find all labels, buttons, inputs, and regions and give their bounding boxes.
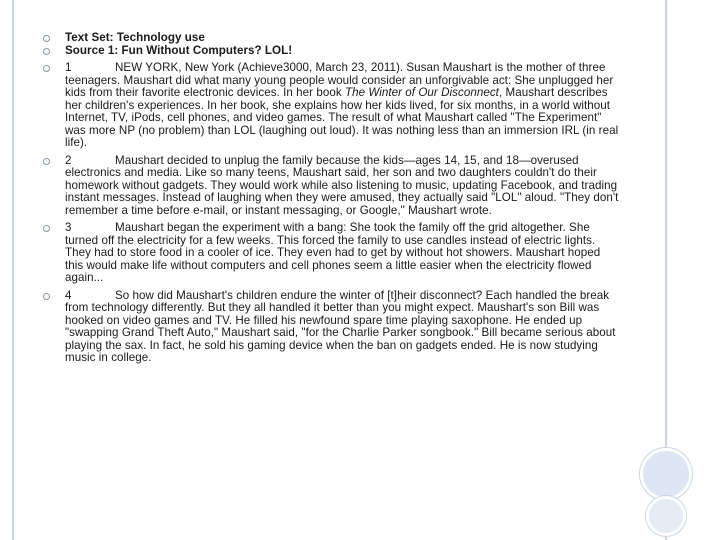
paragraph-text: Maushart began the experiment with a bang: She took the family off the grid altogether. She turned off the electricity for a few weeks. This forced the family to use candles instead of electric lights. They had to store food in a cooler of ice. They even had to get by without hot showers. Maushart hoped this would make life without computers and cell phones seem a little easier when the electricity flowed again... xyxy=(65,221,601,284)
bullet-icon xyxy=(43,48,50,55)
paragraph-number: 1 xyxy=(65,61,72,74)
bullet-source xyxy=(48,45,620,58)
paragraph-text-cont: , Maushart describes her children's experiences. In her book, she explains how her kids lived, for six months, in a world without Internet, TV, iPods, cell phones, and video games. The result of what Maushart called "The Experiment" was more NP (no problem) than LOL (laughing out loud). It was nothing less than an immersion IRL (in real life). xyxy=(65,86,619,149)
paragraph-text: NEW YORK, New York (Achieve3000, March 23, 2011). Susan Maushart is the mother of three teenagers. Maushart did what many young people would consider an unforgivable act: She unplugged her kids from their favorite electronic devices. In her book xyxy=(65,61,614,99)
paragraph-text: So how did Maushart's children endure the winter of [t]heir disconnect? Each handled the break from technology differently. But they all handled it better than you might expect. Maushart's son Bill was hooked on video games and TV. He filled his newfound spare time playing saxophone. He ended up "swapping Grand Theft Auto," Maushart said, "for the Charlie Parker songbook." Bill became serious about playing the sax. In fact, he sold his gaming device when the ban on gadgets ended. He is now studying music in college. xyxy=(65,288,616,364)
book-title: The Winter of Our Disconnect xyxy=(344,86,499,99)
paragraph-number: 3 xyxy=(65,221,72,234)
paragraph-2 xyxy=(48,155,620,218)
bullet-icon xyxy=(43,158,50,165)
paragraph-1 xyxy=(48,62,620,150)
text-set-title: Text Set: Technology use xyxy=(65,31,205,44)
bullet-icon xyxy=(43,225,50,232)
bullet-icon xyxy=(43,293,50,300)
decorative-circle-small xyxy=(646,496,686,536)
paragraph-text: Maushart decided to unplug the family because the kids—ages 14, 15, and 18—overused electronics and media. Like so many teens, Maushart said, her son and two daughters couldn't do their homework without gadgets. They would work while also listening to music, updating Facebook, and trading instant messages. Instead of laughing when they were amused, they actually said "LOL" aloud. "They don't remember a time before e-mail, or instant messaging, or Google," Maushart wrote. xyxy=(65,153,619,217)
decorative-circle xyxy=(640,448,692,500)
slide-content xyxy=(48,32,620,365)
bullet-icon xyxy=(43,35,50,42)
paragraph-3 xyxy=(48,222,620,285)
paragraph-number: 2 xyxy=(65,153,72,167)
paragraph-4 xyxy=(48,290,620,365)
paragraph-number: 4 xyxy=(65,288,72,302)
bullet-icon xyxy=(43,65,50,72)
left-border-line xyxy=(12,0,14,540)
source-title: Source 1: Fun Without Computers? LOL! xyxy=(65,43,293,57)
